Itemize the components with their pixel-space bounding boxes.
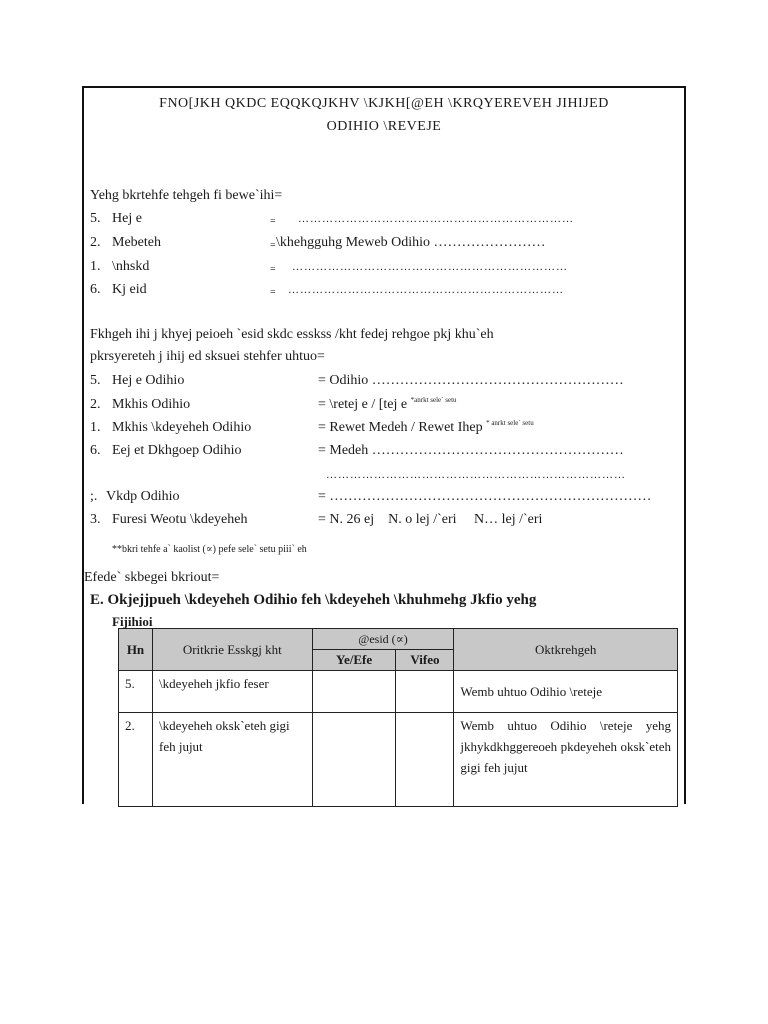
table-header-no: Hn: [119, 629, 153, 671]
section2-row-num: 3.: [90, 512, 101, 527]
table-header-check: @esid (∝): [312, 629, 454, 650]
section1-row-sep: =: [270, 287, 276, 298]
table-cell-criteria: \kdeyeheh oksk`eteh gigi feh jujut: [152, 713, 312, 807]
section1-row-sep: =: [270, 264, 276, 275]
section2-intro-line1: Fkhgeh ihi j khyej peioeh `esid skdc esskss /kht fedej rehgoe pkj khu`eh: [90, 327, 494, 342]
section1-row-label: Kj eid: [112, 282, 147, 297]
section3-subtitle-line2: Fijihioi: [112, 614, 153, 629]
table-header-criteria: Oritkrie Esskgj kht: [152, 629, 312, 671]
section2-row-value: = Medeh ………………………………………………: [318, 443, 624, 458]
frame-top-border: [82, 86, 686, 88]
section2-continuation-line: …………………………………………………………………: [326, 469, 626, 481]
section1-row-label: \nhskd: [112, 259, 150, 274]
section2-row-num: 5.: [90, 373, 101, 388]
section2-row-num: 6.: [90, 443, 101, 458]
table-cell-yes[interactable]: [312, 671, 396, 713]
section1-row-value: \khehgguhg Meweb Odihio ……………………: [276, 235, 546, 250]
section1-row-num: 2.: [90, 235, 101, 250]
section2-row-value: [318, 419, 534, 438]
section2-row-num: 1.: [90, 420, 101, 435]
frame-left-border: [82, 86, 84, 804]
section1-row-sep: =: [270, 216, 276, 227]
table-cell-no: 2.: [119, 713, 153, 807]
section2-row-num: ;.: [90, 489, 98, 504]
section2-footnote: **bkri tehfe a` kaolist (∝) pefe sele` setu piii` eh: [112, 544, 307, 555]
section3-subtitle-line1: E. Okjejjpueh \kdeyeheh Odihio feh \kdeyeheh \khuhmehg Jkfio yehg: [90, 592, 537, 608]
section1-row-num: 6.: [90, 282, 101, 297]
section2-intro-line2: pkrsyereteh j ihij ed sksuei stehfer uhtuo=: [90, 349, 325, 364]
section2-row-value-text: = Rewet Medeh / Rewet Ihep: [318, 420, 483, 435]
section2-row-value: = Odihio ………………………………………………: [318, 373, 624, 388]
section2-row-value-text: = \retej e / [tej e: [318, 397, 408, 412]
table-cell-criteria: \kdeyeheh jkfio feser: [152, 671, 312, 713]
section1-intro: Yehg bkrtehfe tehgeh fi bewe`ihi=: [90, 188, 283, 203]
section2-row-value: = ……………………………………………………………: [318, 489, 652, 504]
table-header-no-col: Vifeo: [396, 650, 454, 671]
section2-row-superscript: * anrkt sele` setu: [486, 419, 534, 427]
section1-row-value: ……………………………………………………………: [292, 261, 568, 273]
section2-row-label: Furesi Weotu \kdeyeheh: [112, 512, 248, 527]
document-title-line1: FNO[JKH QKDC EQQKQJKHV \KJKH[@EH \KRQYEREVEH JIHIJED: [159, 96, 609, 111]
table-cell-no-col[interactable]: [396, 713, 454, 807]
table-row: [119, 671, 678, 713]
section2-row-label: Eej et Dkhgoep Odihio: [112, 443, 242, 458]
criteria-table: [118, 628, 678, 807]
section2-row-value: [318, 396, 457, 415]
section1-row-label: Mebeteh: [112, 235, 161, 250]
section1-row-num: 5.: [90, 211, 101, 226]
table-header-remarks: Oktkrehgeh: [454, 629, 678, 671]
section2-row-label: Mkhis Odihio: [112, 397, 191, 412]
section2-row-label: Hej e Odihio: [112, 373, 185, 388]
section2-row-superscript: *anrkt sele` setu: [410, 396, 457, 404]
section2-row-label: Mkhis \kdeyeheh Odihio: [112, 420, 252, 435]
document-title-line2: ODIHIO \REVEJE: [326, 119, 442, 134]
section2-row-label: Vkdp Odihio: [106, 489, 180, 504]
section1-row-value: ……………………………………………………………: [298, 213, 574, 225]
section1-row-num: 1.: [90, 259, 101, 274]
frame-right-border: [684, 86, 686, 804]
table-cell-remarks: Wemb uhtuo Odihio \reteje yehg jkhykdkhggereoeh pkdeyeheh oksk`eteh gigi feh jujut: [454, 713, 678, 807]
table-cell-no-col[interactable]: [396, 671, 454, 713]
section1-row-label: Hej e: [112, 211, 142, 226]
table-row: [119, 713, 678, 807]
table-header-row: [119, 629, 678, 650]
section2-row-num: 2.: [90, 397, 101, 412]
section1-row-value: ……………………………………………………………: [288, 284, 564, 296]
section1-row-sep: =: [270, 240, 276, 251]
table-cell-remarks: Wemb uhtuo Odihio \reteje: [454, 671, 678, 713]
table-cell-yes[interactable]: [312, 713, 396, 807]
table-header-yes: Ye/Efe: [312, 650, 396, 671]
table-cell-no: 5.: [119, 671, 153, 713]
section2-row-value: = N. 26 ej N. o lej /`eri N… lej /`eri: [318, 512, 543, 527]
section3-title: Efede` skbegei bkriout=: [84, 570, 220, 585]
